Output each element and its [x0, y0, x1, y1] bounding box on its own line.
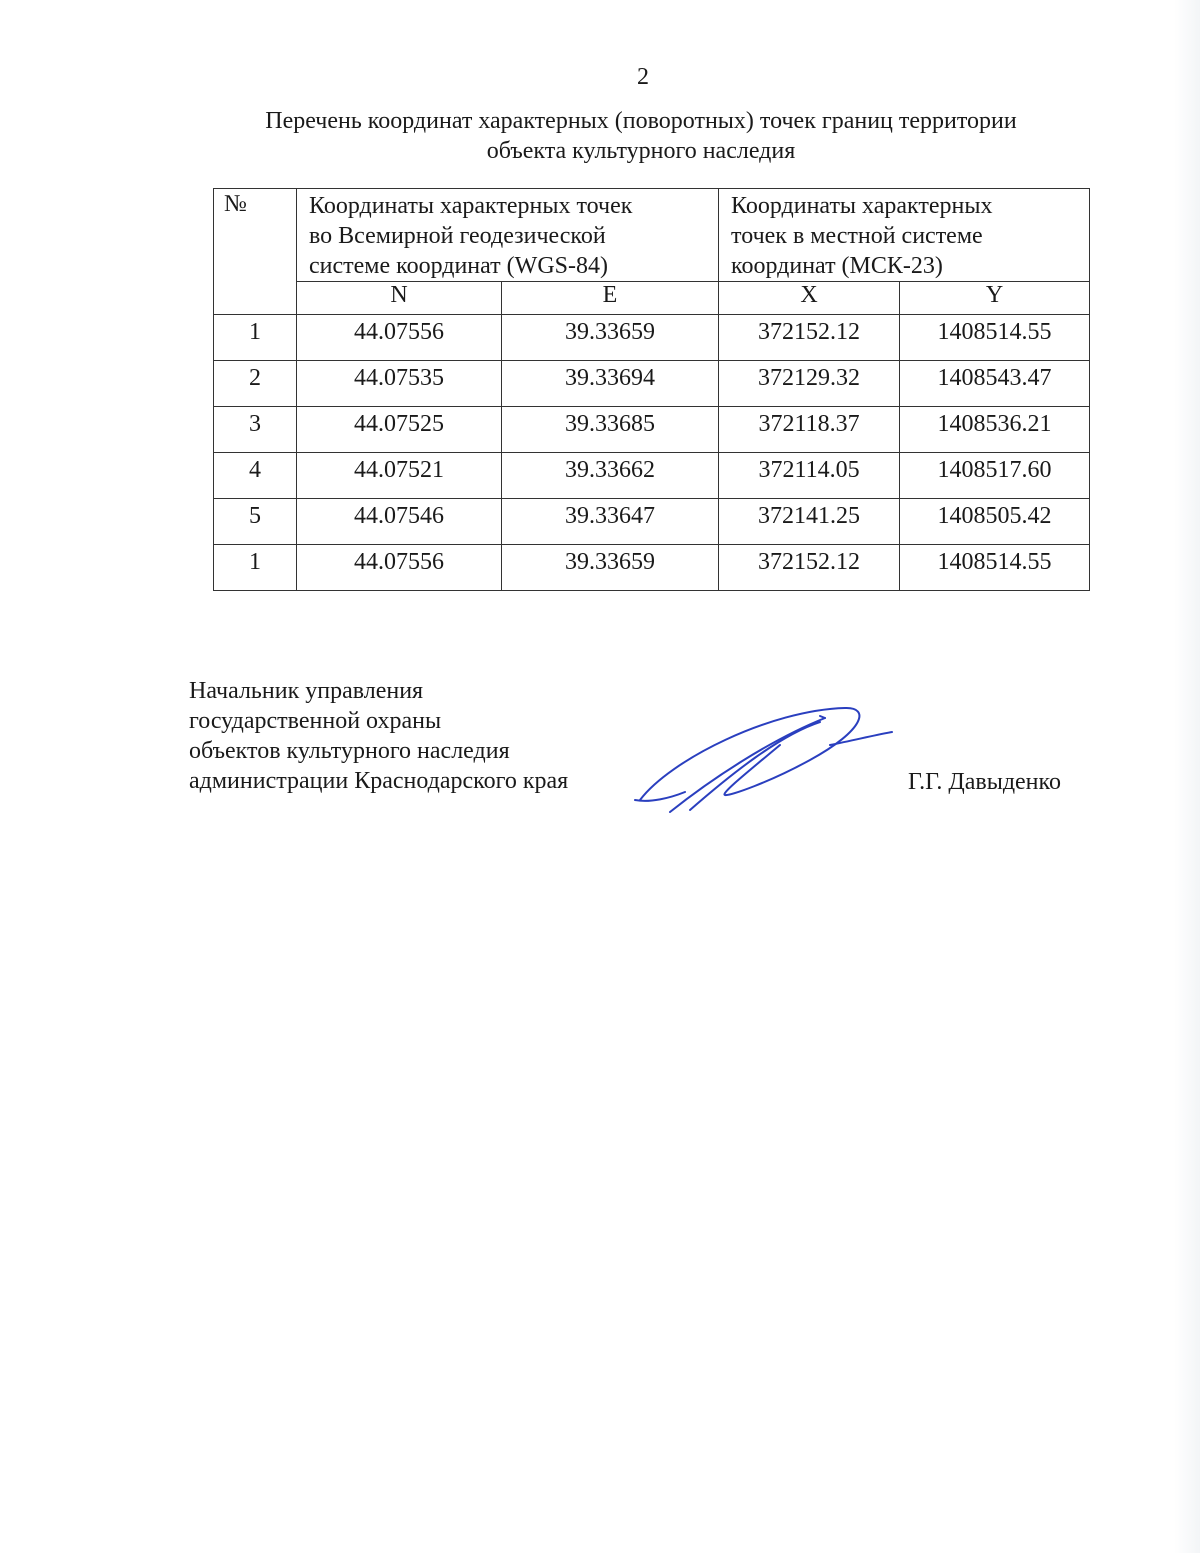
table-row	[214, 361, 1090, 407]
table-header-row	[214, 189, 1090, 282]
cell-number: 1	[214, 315, 297, 361]
cell-number: 5	[214, 499, 297, 545]
subheader-x: X	[719, 282, 900, 315]
position-line: администрации Краснодарского края	[189, 768, 569, 794]
cell-e: 39.33685	[502, 407, 719, 453]
table-row	[214, 407, 1090, 453]
position-line: государственной охраны	[189, 708, 442, 734]
cell-y: 1408536.21	[900, 407, 1090, 453]
cell-e: 39.33694	[502, 361, 719, 407]
subheader-n: N	[297, 282, 502, 315]
cell-n: 44.07546	[297, 499, 502, 545]
cell-number: 1	[214, 545, 297, 591]
position-line: объектов культурного наследия	[189, 738, 510, 764]
header-number: №	[214, 189, 297, 315]
cell-x: 372118.37	[719, 407, 900, 453]
document-title	[200, 106, 1082, 166]
header-msk23-line: точек в местной системе	[731, 223, 983, 249]
cell-x: 372152.12	[719, 545, 900, 591]
header-msk23	[719, 189, 1090, 282]
table-subheader-row	[214, 282, 1090, 315]
cell-y: 1408543.47	[900, 361, 1090, 407]
header-wgs84-line: Координаты характерных точек	[309, 193, 633, 219]
cell-number: 2	[214, 361, 297, 407]
title-line-2: объекта культурного наследия	[486, 138, 796, 164]
position-line: Начальник управления	[189, 678, 424, 704]
cell-e: 39.33662	[502, 453, 719, 499]
table-row	[214, 499, 1090, 545]
cell-n: 44.07556	[297, 545, 502, 591]
handwritten-signature	[630, 700, 900, 820]
table-row	[214, 545, 1090, 591]
cell-x: 372114.05	[719, 453, 900, 499]
cell-y: 1408514.55	[900, 545, 1090, 591]
cell-n: 44.07525	[297, 407, 502, 453]
scan-edge	[1174, 0, 1200, 1553]
cell-y: 1408505.42	[900, 499, 1090, 545]
header-wgs84-line: во Всемирной геодезической	[309, 223, 606, 249]
table-row	[214, 315, 1090, 361]
cell-number: 3	[214, 407, 297, 453]
cell-e: 39.33647	[502, 499, 719, 545]
header-msk23-line: координат (МСК-23)	[731, 253, 943, 279]
table-row	[214, 453, 1090, 499]
cell-n: 44.07535	[297, 361, 502, 407]
cell-x: 372152.12	[719, 315, 900, 361]
subheader-e: E	[502, 282, 719, 315]
cell-x: 372141.25	[719, 499, 900, 545]
cell-n: 44.07556	[297, 315, 502, 361]
cell-e: 39.33659	[502, 315, 719, 361]
header-wgs84	[297, 189, 719, 282]
cell-n: 44.07521	[297, 453, 502, 499]
cell-y: 1408514.55	[900, 315, 1090, 361]
coordinates-table	[213, 188, 1090, 591]
title-line-1: Перечень координат характерных (поворотных) точек границ территории	[265, 108, 1017, 134]
cell-x: 372129.32	[719, 361, 900, 407]
header-wgs84-line: системе координат (WGS-84)	[309, 253, 608, 279]
header-msk23-line: Координаты характерных	[731, 193, 993, 219]
cell-number: 4	[214, 453, 297, 499]
page-number: 2	[637, 64, 649, 90]
cell-e: 39.33659	[502, 545, 719, 591]
subheader-y: Y	[900, 282, 1090, 315]
signatory-position	[189, 676, 568, 796]
cell-y: 1408517.60	[900, 453, 1090, 499]
signer-name: Г.Г. Давыденко	[908, 769, 1061, 795]
